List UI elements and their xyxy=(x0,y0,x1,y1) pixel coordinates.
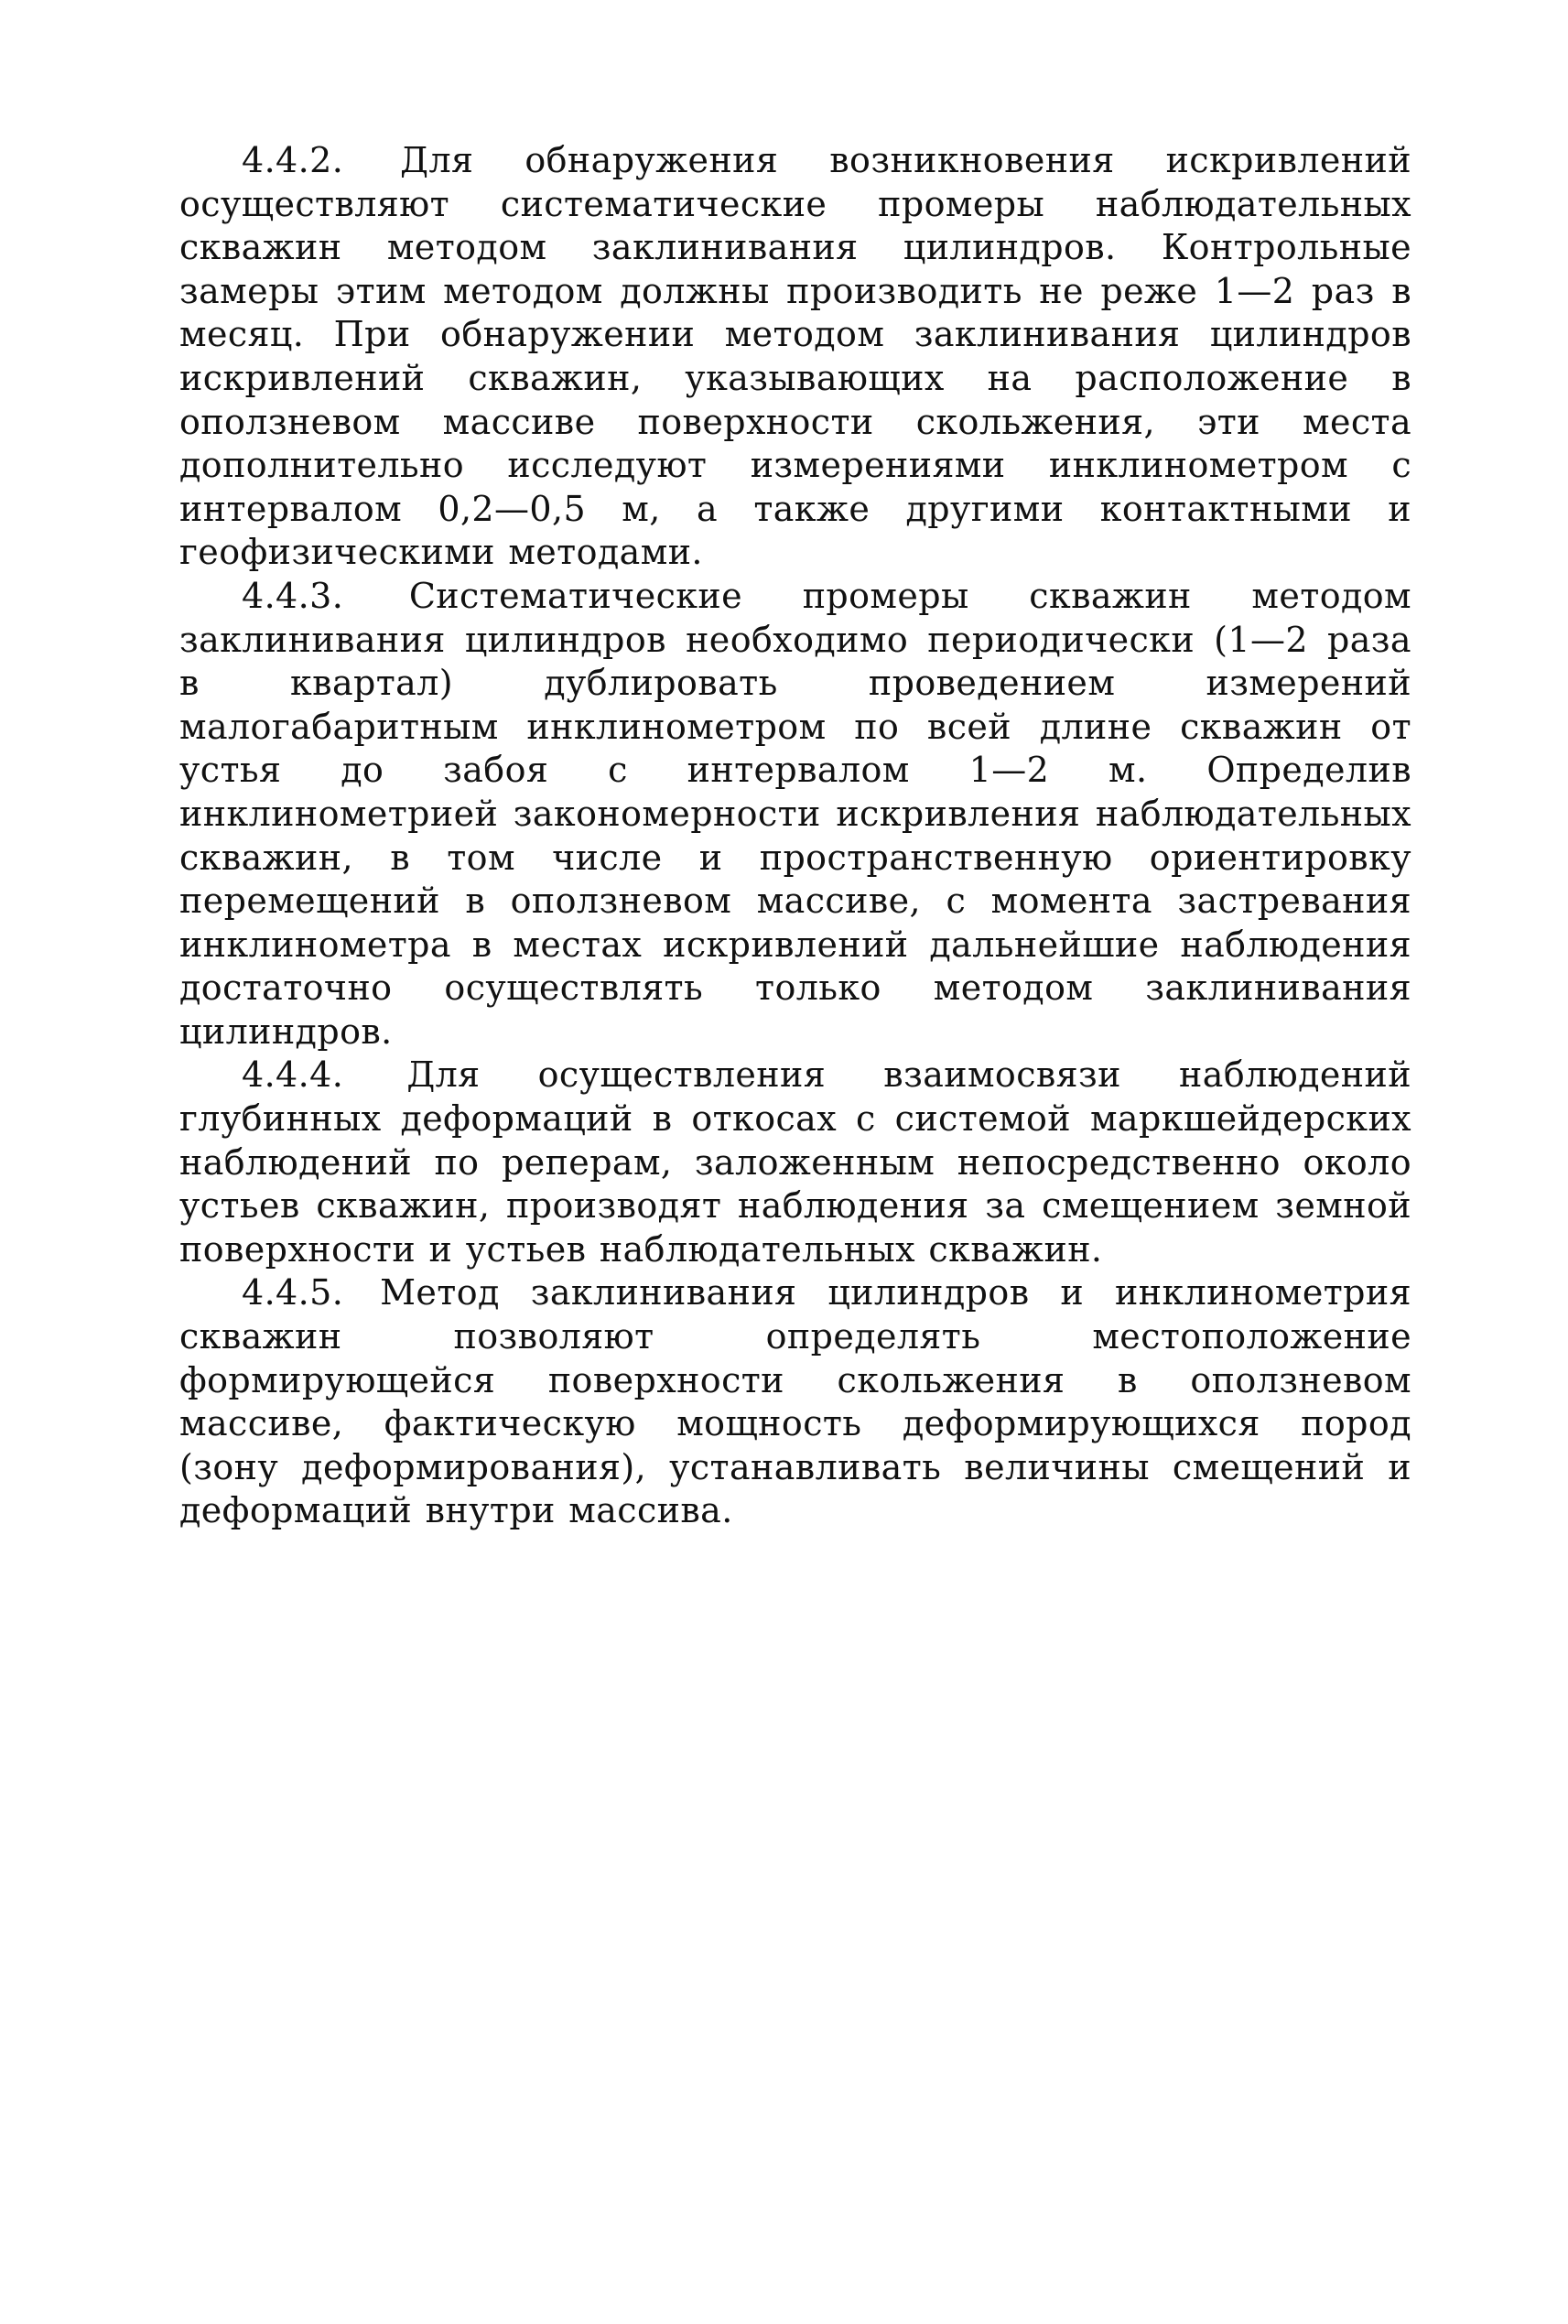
paragraph-4-4-2 xyxy=(179,139,1411,575)
paragraph-4-4-5 xyxy=(179,1271,1411,1533)
paragraph-number: 4.4.5. xyxy=(242,1272,344,1313)
paragraph-text: Метод заклинивания цилиндров и инклинометрия скважин позволяют определять местоположение формирующейся поверхности скольжения в оползневом массиве, фактическую мощность деформирующихся пород (зону деформирования), устанавливать величины смещений и деформаций внутри массива. xyxy=(179,1272,1411,1531)
paragraph-number: 4.4.3. xyxy=(242,575,344,616)
paragraph-text: Для обнаружения возникновения искривлений осуществляют систематические промеры наблюдательных скважин методом заклинивания цилиндров. Контрольные замеры этим методом должны производить не реже 1—2 раз в месяц. При обнаружении методом заклинивания цилиндров искривлений скважин, указывающих на расположение в оползневом массиве поверхности скольжения, эти места дополнительно исследуют измерениями инклинометром с интервалом 0,2—0,5 м, а также другими контактными и геофизическими методами. xyxy=(179,140,1411,573)
paragraph-text: Систематические промеры скважин методом заклинивания цилиндров необходимо периодически (1—2 раза в квартал) дублировать проведением измерений малогабаритным инклинометром по всей длине скважин от устья до забоя с интервалом 1—2 м. Определив инклинометрией закономерности искривления наблюдательных скважин, в том числе и пространственную ориентировку перемещений в оползневом массиве, с момента застревания инклинометра в местах искривлений дальнейшие наблюдения достаточно осуществлять только методом заклинивания цилиндров. xyxy=(179,575,1412,1052)
paragraph-4-4-4 xyxy=(179,1054,1411,1271)
paragraph-number: 4.4.4. xyxy=(242,1054,344,1096)
paragraph-4-4-3 xyxy=(179,575,1411,1054)
paragraph-number: 4.4.2. xyxy=(242,140,344,180)
paragraph-text: Для осуществления взаимосвязи наблюдений глубинных деформаций в откосах с системой маркшейдерских наблюдений по реперам, заложенным непосредственно около устьев скважин, производят наблюдения за смещением земной поверхности и устьев наблюдательных скважин. xyxy=(179,1054,1411,1270)
document-page xyxy=(179,139,1411,1533)
